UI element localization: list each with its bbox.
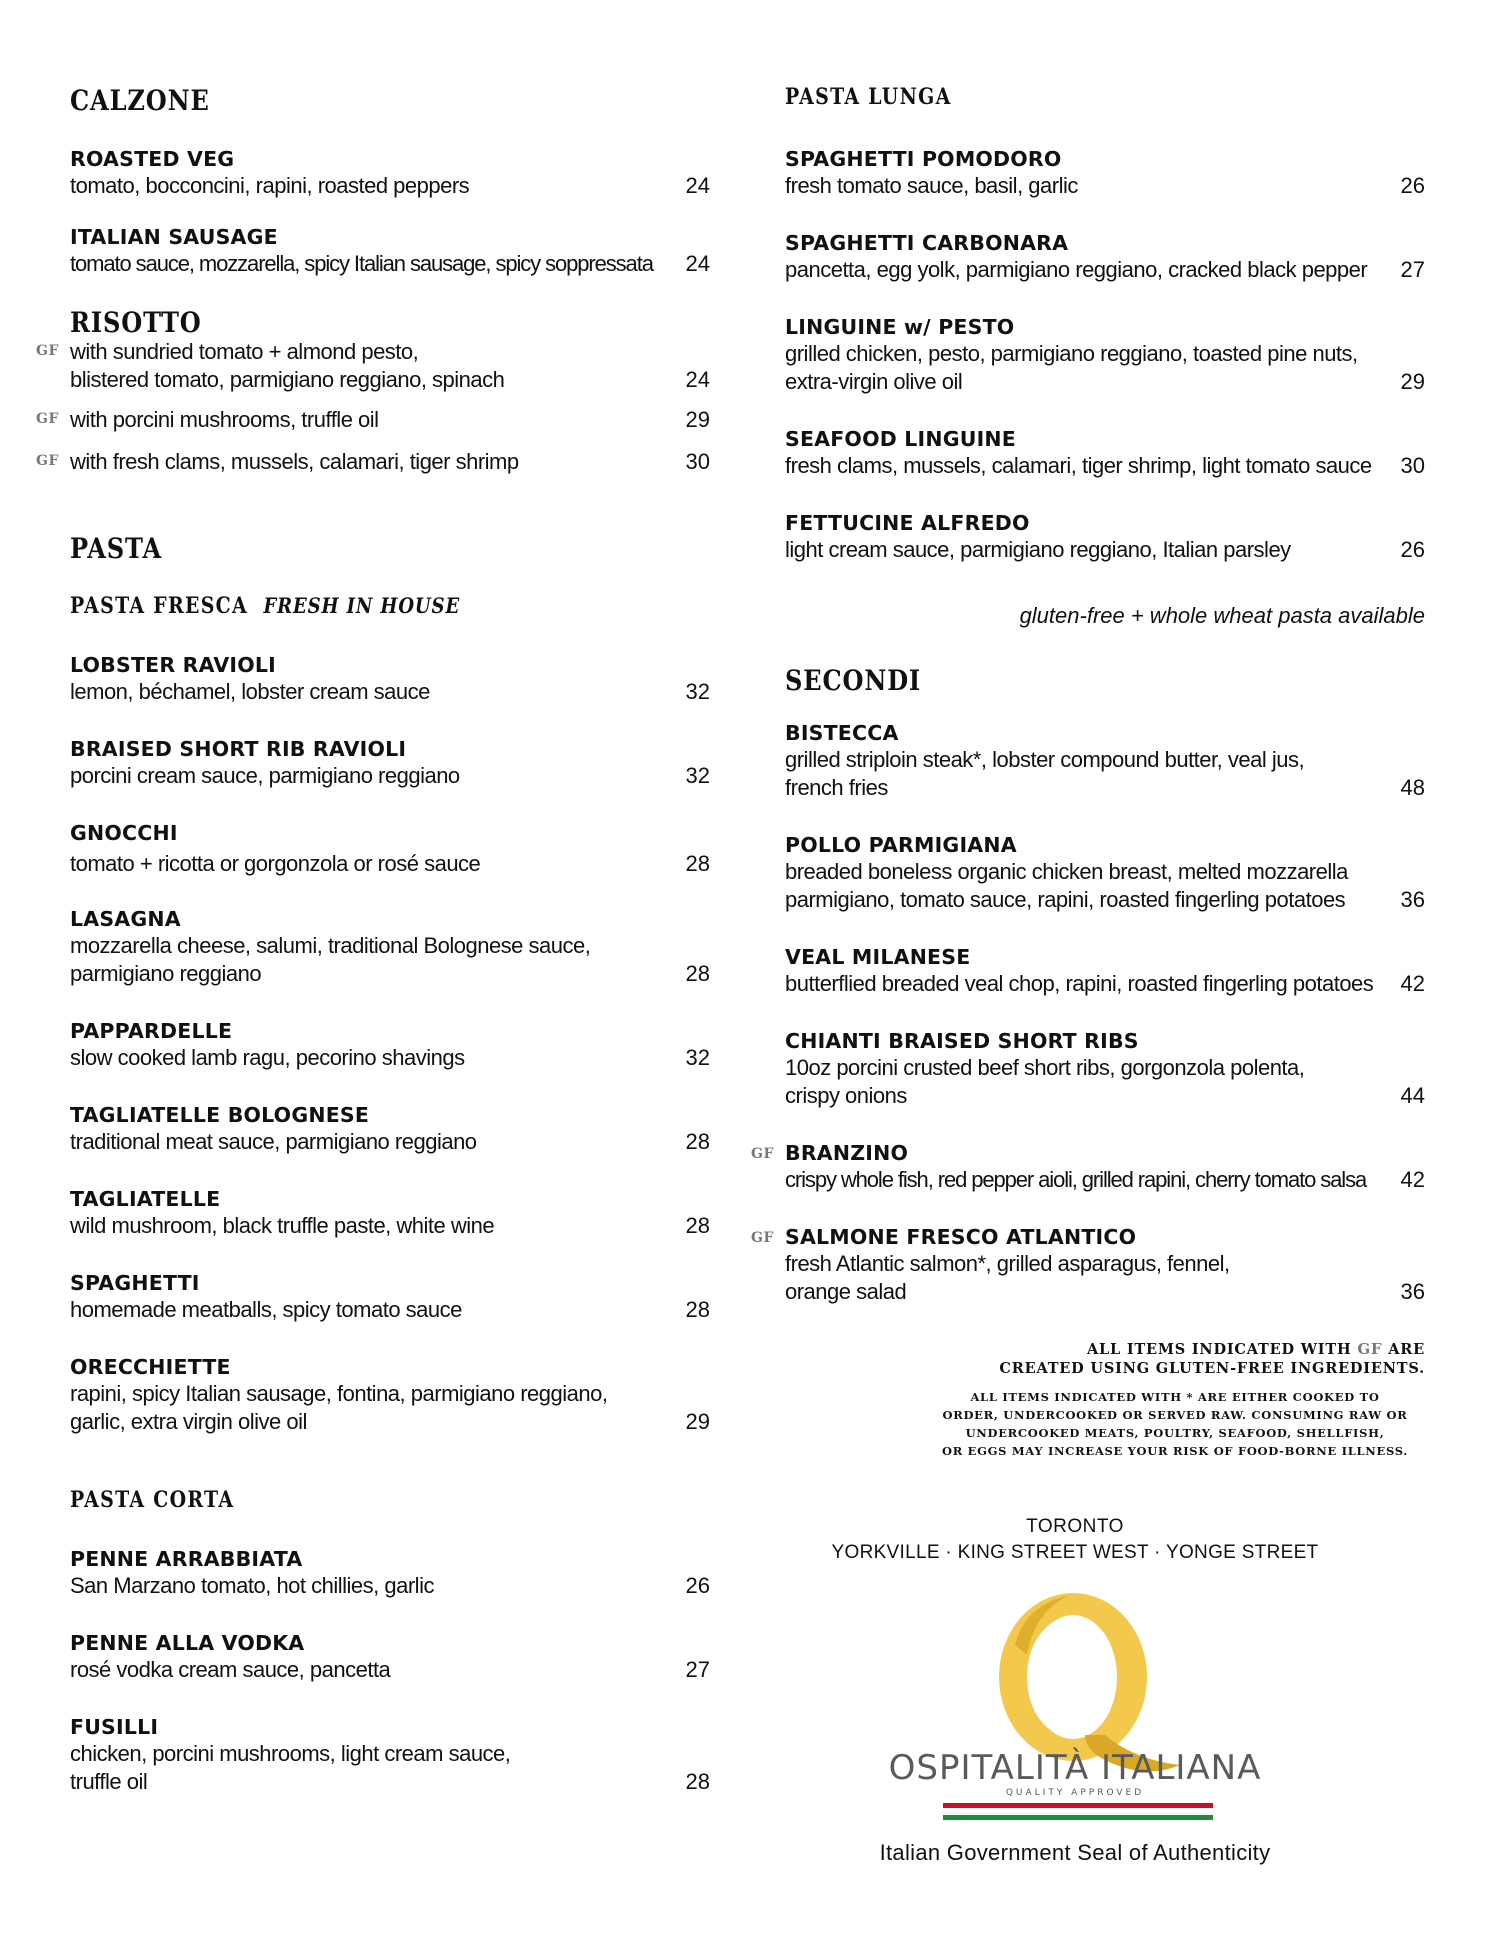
pasta-lunga-title: PASTA LUNGA: [785, 84, 952, 110]
menu-item: [751, 1140, 1425, 1194]
item-desc: porcini cream sauce, parmigiano reggiano: [70, 763, 460, 788]
item-price: 27: [1400, 257, 1425, 282]
item-desc: tomato, bocconcini, rapini, roasted peppers: [70, 173, 470, 198]
gf-badge: GF: [36, 453, 59, 469]
menu-item: [785, 1028, 1425, 1109]
item-name: ORECCHIETTE: [70, 1355, 231, 1379]
item-desc: light cream sauce, parmigiano reggiano, Italian parsley: [785, 537, 1291, 562]
gf-badge: GF: [36, 411, 59, 427]
item-name: ROASTED VEG: [70, 147, 235, 171]
item-name: BISTECCA: [785, 721, 899, 745]
menu-item: [785, 146, 1425, 200]
menu-item: [36, 406, 710, 434]
menu-item: [36, 338, 710, 393]
item-desc: fresh Atlantic salmon*, grilled asparagus, fennel, orange salad: [785, 1251, 1230, 1304]
quality-seal-logo: [785, 1585, 1365, 1855]
item-price: 30: [1400, 453, 1425, 478]
item-name: PAPPARDELLE: [70, 1019, 233, 1043]
item-desc: mozzarella cheese, salumi, traditional Bolognese sauce, parmigiano reggiano: [70, 933, 591, 986]
item-desc: homemade meatballs, spicy tomato sauce: [70, 1297, 462, 1322]
item-name: PENNE ALLA VODKA: [70, 1631, 305, 1655]
seal-caption: Italian Government Seal of Authenticity: [879, 1840, 1271, 1865]
item-name: SALMONE FRESCO ATLANTICO: [785, 1225, 1137, 1249]
gf-badge: GF: [751, 1146, 774, 1162]
item-price: 24: [685, 366, 710, 392]
menu-item: [70, 1270, 710, 1324]
item-desc: with sundried tomato + almond pesto, blistered tomato, parmigiano reggiano, spinach: [70, 339, 505, 392]
item-desc: rapini, spicy Italian sausage, fontina, parmigiano reggiano, garlic, extra virgin olive oil: [70, 1381, 608, 1434]
item-price: 32: [685, 763, 710, 788]
gf-badge: GF: [751, 1230, 774, 1246]
item-name: VEAL MILANESE: [785, 945, 971, 969]
flag-stripe-red: [943, 1803, 1213, 1808]
item-name: POLLO PARMIGIANA: [785, 833, 1017, 857]
menu-item: [36, 448, 710, 476]
pasta-title: PASTA: [70, 532, 163, 565]
item-desc: grilled striploin steak*, lobster compound butter, veal jus, french fries: [785, 747, 1305, 800]
flag-stripe-green: [943, 1815, 1213, 1820]
item-price: 26: [685, 1573, 710, 1598]
item-price: 36: [1400, 1278, 1425, 1304]
item-price: 24: [685, 251, 710, 276]
menu-item: [70, 1630, 710, 1684]
item-price: 42: [1400, 971, 1425, 996]
menu-item: [70, 146, 710, 200]
item-price: 32: [685, 679, 710, 704]
menu-item: [70, 1102, 710, 1156]
item-price: 28: [685, 1297, 710, 1322]
item-name: CHIANTI BRAISED SHORT RIBS: [785, 1029, 1139, 1053]
item-name: BRANZINO: [785, 1141, 909, 1165]
item-desc: traditional meat sauce, parmigiano reggiano: [70, 1129, 477, 1154]
item-price: 28: [685, 851, 710, 876]
item-price: 29: [1400, 368, 1425, 394]
menu-item: [70, 736, 710, 790]
menu-item: [785, 426, 1425, 480]
item-price: 36: [1400, 886, 1425, 912]
item-price: 32: [685, 1045, 710, 1070]
item-price: 28: [685, 1129, 710, 1154]
item-price: 24: [685, 173, 710, 198]
item-name: SEAFOOD LINGUINE: [785, 427, 1016, 451]
menu-item: [70, 906, 710, 987]
menu-item: [70, 1714, 710, 1795]
menu-item: [785, 230, 1425, 284]
pasta-corta-title: PASTA CORTA: [70, 1487, 235, 1513]
item-price: 28: [685, 960, 710, 986]
ospitalita-italiana-seal: [785, 1585, 1365, 1860]
item-desc: crispy whole fish, red pepper aioli, grilled rapini, cherry tomato salsa: [785, 1167, 1367, 1192]
secondi-title: SECONDI: [785, 664, 922, 697]
item-name: PENNE ARRABBIATA: [70, 1547, 303, 1571]
item-price: 29: [685, 407, 710, 432]
calzone-title: CALZONE: [70, 84, 210, 117]
menu-item: [785, 720, 1425, 801]
menu-item: [785, 944, 1425, 998]
raw-food-disclaimer: ALL ITEMS INDICATED WITH * ARE EITHER COOKED TO ORDER, UNDERCOOKED OR SERVED RAW. CONSUMING RAW OR UNDERCOOKED MEATS, POULTRY, SEAFOOD, SHELLFISH, OR EGGS MAY INCREASE YOUR RISK OF FOOD-BORNE ILLNESS.: [941, 1390, 1409, 1458]
item-price: 42: [1400, 1167, 1425, 1192]
item-name: FUSILLI: [70, 1715, 159, 1739]
menu-item: [785, 510, 1425, 564]
city-name: TORONTO: [1026, 1516, 1124, 1537]
risotto-title: RISOTTO: [70, 306, 202, 339]
menu-item: [785, 314, 1425, 395]
locations: [785, 1516, 1365, 1564]
menu-item: [70, 652, 710, 706]
item-desc: rosé vodka cream sauce, pancetta: [70, 1657, 391, 1682]
pasta-fresca-title: PASTA FRESCA FRESH IN HOUSE: [70, 593, 461, 619]
item-name: ITALIAN SAUSAGE: [70, 225, 278, 249]
item-name: SPAGHETTI: [70, 1271, 200, 1295]
item-desc: fresh tomato sauce, basil, garlic: [785, 173, 1078, 198]
menu-item: [70, 1354, 710, 1435]
item-price: 26: [1400, 537, 1425, 562]
menu-item: [70, 1186, 710, 1240]
flag-stripe-white: [943, 1809, 1213, 1814]
item-desc: 10oz porcini crusted beef short ribs, gorgonzola polenta, crispy onions: [785, 1055, 1305, 1108]
gf-badge: GF: [36, 343, 59, 359]
item-price: 26: [1400, 173, 1425, 198]
item-desc: wild mushroom, black truffle paste, white wine: [70, 1213, 495, 1238]
menu-item: [70, 224, 710, 278]
item-desc: lemon, béchamel, lobster cream sauce: [70, 679, 430, 704]
item-desc: butterflied breaded veal chop, rapini, roasted fingerling potatoes: [785, 971, 1374, 996]
item-desc: tomato sauce, mozzarella, spicy Italian sausage, spicy soppressata: [70, 251, 653, 276]
item-desc: fresh clams, mussels, calamari, tiger shrimp, light tomato sauce: [785, 453, 1372, 478]
item-price: 28: [685, 1768, 710, 1794]
item-desc: breaded boneless organic chicken breast, melted mozzarella parmigiano, tomato sauce, rapini, roasted fingerling potatoes: [785, 859, 1348, 912]
item-name: SPAGHETTI POMODORO: [785, 147, 1062, 171]
item-desc: grilled chicken, pesto, parmigiano reggiano, toasted pine nuts, extra-virgin olive oil: [785, 341, 1358, 394]
item-price: 48: [1400, 774, 1425, 800]
item-name: TAGLIATELLE BOLOGNESE: [70, 1103, 370, 1127]
item-name: SPAGHETTI CARBONARA: [785, 231, 1069, 255]
seal-name-text: OSPITALITÀ ITALIANA: [888, 1748, 1262, 1788]
gluten-free-disclaimer: ALL ITEMS INDICATED WITH GF ARE CREATED USING GLUTEN-FREE INGREDIENTS.: [999, 1340, 1425, 1377]
menu-item: [70, 820, 710, 878]
item-desc: with porcini mushrooms, truffle oil: [70, 407, 379, 432]
gf-badge: GF: [1357, 1340, 1383, 1358]
item-price: 28: [685, 1213, 710, 1238]
item-desc: chicken, porcini mushrooms, light cream sauce, truffle oil: [70, 1741, 511, 1794]
item-price: 29: [685, 1408, 710, 1434]
item-name: LINGUINE w/ PESTO: [785, 315, 1015, 339]
item-desc: tomato + ricotta or gorgonzola or rosé sauce: [70, 851, 481, 876]
street-list: YORKVILLE · KING STREET WEST · YONGE STREET: [831, 1542, 1319, 1563]
item-name: FETTUCINE ALFREDO: [785, 511, 1030, 535]
menu-item: [70, 1546, 710, 1600]
menu-item: [70, 1018, 710, 1072]
item-name: LASAGNA: [70, 907, 181, 931]
item-desc: pancetta, egg yolk, parmigiano reggiano, cracked black pepper: [785, 257, 1368, 282]
pasta-availability-note: gluten-free + whole wheat pasta available: [1019, 603, 1425, 628]
item-price: 30: [685, 449, 710, 474]
fresh-in-house-note: FRESH IN HOUSE: [263, 593, 461, 618]
menu-item: [785, 832, 1425, 913]
item-name: BRAISED SHORT RIB RAVIOLI: [70, 737, 407, 761]
item-name: GNOCCHI: [70, 821, 178, 845]
item-price: 27: [685, 1657, 710, 1682]
item-price: 44: [1400, 1082, 1425, 1108]
item-desc: slow cooked lamb ragu, pecorino shavings: [70, 1045, 465, 1070]
menu-item: [751, 1224, 1425, 1305]
item-desc: with fresh clams, mussels, calamari, tiger shrimp: [70, 449, 519, 474]
seal-tagline-text: QUALITY APPROVED: [1005, 1788, 1145, 1798]
item-name: LOBSTER RAVIOLI: [70, 653, 276, 677]
item-name: TAGLIATELLE: [70, 1187, 221, 1211]
item-desc: San Marzano tomato, hot chillies, garlic: [70, 1573, 434, 1598]
